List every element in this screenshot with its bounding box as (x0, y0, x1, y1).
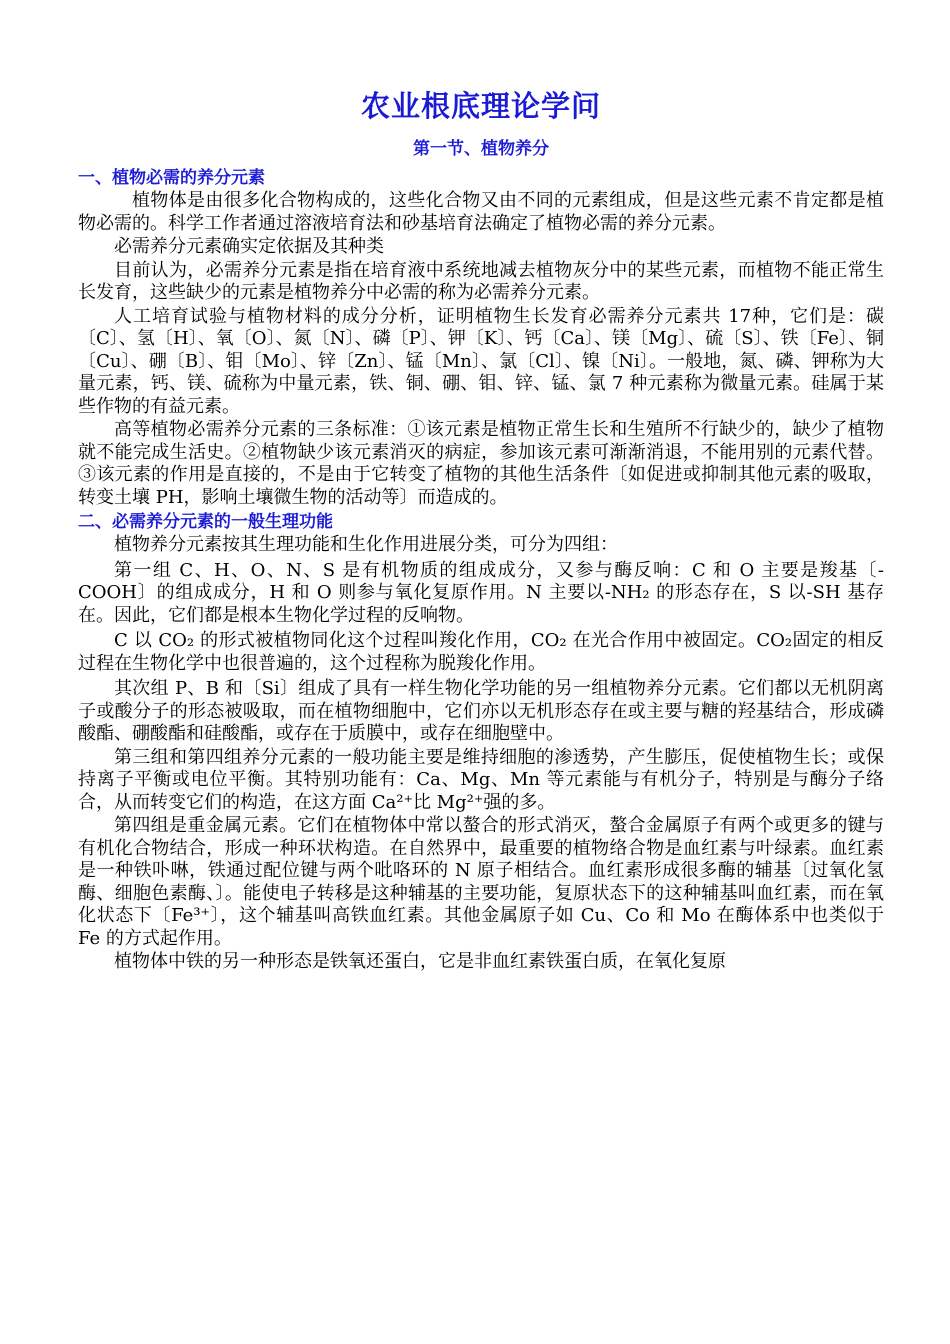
heading-essential-elements: 一、植物必需的养分元素 (78, 168, 265, 188)
section-title: 第一节、植物养分 (413, 139, 549, 159)
document-page (78, 84, 884, 975)
paragraph: 人工培育试验与植物材料的成分分析，证明植物生长发育必需养分元素共 17种，它们是：碳〔C〕、氢〔H〕、氧〔O〕、氮〔N〕、磷〔P〕、钾〔K〕、钙〔Ca〕、镁〔Mg〕、硫〔S〕、铁〔Fe〕、铜〔Cu〕、硼〔B〕、钼〔Mo〕、锌〔Zn〕、锰〔Mn〕、氯〔Cl〕、镍〔Ni〕。一般地，氮、磷、钾称为大量元素，钙、镁、硫称为中量元素，铁、铜、硼、钼、锌、锰、氯 7 种元素称为微量元素。硅属于某些作物的有益元素。 (78, 305, 884, 417)
paragraph: 植物体是由很多化合物构成的，这些化合物又由不同的元素组成，但是这些元素不肯定都是植物必需的。科学工作者通过溶液培育法和砂基培育法确定了植物必需的养分元素。 (78, 190, 884, 234)
paragraph: 植物体中铁的另一种形态是铁氧还蛋白，它是非血红素铁蛋白质，在氧化复原 (114, 951, 726, 972)
paragraph: 植物养分元素按其生理功能和生化作用进展分类，可分为四组： (114, 534, 618, 555)
paragraph: 必需养分元素确实定依据及其种类 (114, 236, 384, 257)
paragraph: 目前认为，必需养分元素是指在培育液中系统地减去植物灰分中的某些元素，而植物不能正常生长发育，这些缺少的元素是植物养分中必需的称为必需养分元素。 (78, 259, 884, 303)
paragraph: 第三组和第四组养分元素的一般功能主要是维持细胞的渗透势，产生膨压，促使植物生长；或保持离子平衡或电位平衡。其特别功能有：Ca、Mg、Mn 等元素能与有机分子，特别是与酶分子络合，从而转变它们的构造，在这方面 Ca²⁺比 Mg²⁺强的多。 (78, 746, 884, 813)
document-title: 农业根底理论学问 (360, 89, 601, 123)
paragraph: C 以 CO₂ 的形式被植物同化这个过程叫羧化作用，CO₂ 在光合作用中被固定。CO₂固定的相反过程在生物化学中也很普遍的，这个过程称为脱羧化作用。 (78, 630, 884, 674)
heading-physiological-functions: 二、必需养分元素的一般生理功能 (78, 512, 333, 532)
paragraph: 第一组 C、H、O、N、S 是有机物质的组成成分，又参与酶反响：C 和 O 主要是羧基〔-COOH〕的组成成分，H 和 O 则参与氧化复原作用。N 主要以-NH₂ 的形态存在，S 以-SH 基存在。因此，它们都是根本生物化学过程的反响物。 (78, 559, 884, 626)
paragraph: 高等植物必需养分元素的三条标准：①该元素是植物正常生长和生殖所不行缺少的，缺少了植物就不能完成生活史。②植物缺少该元素消灭的病症，参加该元素可渐渐消退，不能用别的元素代替。③该元素的作用是直接的，不是由于它转变了植物的其他生活条件〔如促进或抑制其他元素的吸取，转变土壤 PH，影响土壤微生物的活动等〕而造成的。 (78, 419, 884, 508)
paragraph: 第四组是重金属元素。它们在植物体中常以螯合的形式消灭，螯合金属原子有两个或更多的键与有机化合物结合，形成一种环状构造。在自然界中，最重要的植物络合物是血红素与叶绿素。血红素是一种铁卟啉，铁通过配位键与两个吡咯环的 N 原子相结合。血红素形成很多酶的辅基〔过氧化氢酶、细胞色素酶、〕。能使电子转移是这种辅基的主要功能，复原状态下的这种辅基叫血红素，而在氧化状态下〔Fe³⁺〕，这个辅基叫高铁血红素。其他金属原子如 Cu、Co 和 Mo 在酶体系中也类似于 Fe 的方式起作用。 (78, 815, 884, 949)
paragraph: 其次组 P、B 和〔Si〕组成了具有一样生物化学功能的另一组植物养分元素。它们都以无机阴离子或酸分子的形态被吸取，而在植物细胞中，它们亦以无机形态存在或主要与糖的羟基结合，形成磷酸酯、硼酸酯和硅酸酯，或存在于质膜中，或存在细胞壁中。 (78, 678, 884, 744)
